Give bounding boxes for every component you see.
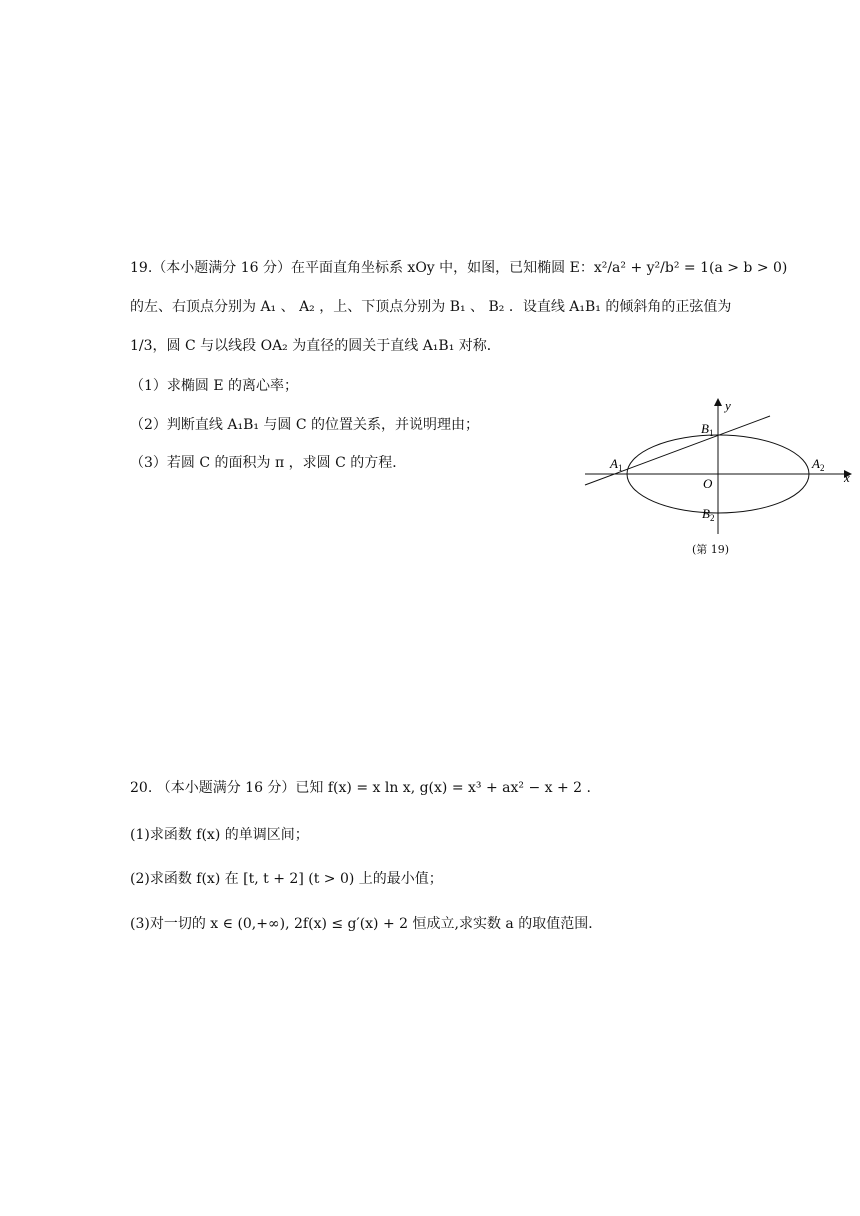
q20-sub-1: (1)求函数 f(x) 的单调区间； — [130, 827, 309, 843]
line-a1b1 — [585, 416, 770, 485]
label-a1: $A_1$ — [610, 456, 623, 473]
q19-ellipse-figure — [580, 396, 860, 536]
q20-sub-3: (3)对一切的 x ∈ (0,+∞), 2f(x) ≤ g′(x) + 2 恒成立,求实数 a 的取值范围． — [130, 916, 603, 932]
q20-line-1: 20. （本小题满分 16 分）已知 f(x) = x ln x, g(x) = x³ + ax² − x + 2 . — [130, 780, 591, 796]
label-y: y — [725, 398, 731, 413]
q19-line-3: 1/3，圆 C 与以线段 OA₂ 为直径的圆关于直线 A₁B₁ 对称． — [130, 338, 501, 354]
q19-sub-3: （3）若圆 C 的面积为 π ，求圆 C 的方程． — [130, 455, 407, 471]
q19-line-2: 的左、右顶点分别为 A₁ 、 A₂ ，上、下顶点分别为 B₁ 、 B₂ ．设直线 A₁B₁ 的倾斜角的正弦值为 — [130, 299, 732, 315]
q19-sub-1: （1）求椭圆 E 的离心率； — [130, 378, 299, 394]
label-x: x — [844, 470, 850, 485]
q19-figure-caption: (第 19) — [692, 543, 730, 556]
label-a2: $A_2$ — [812, 456, 825, 473]
label-b1: $B_1$ — [701, 421, 714, 438]
label-o: O — [703, 476, 713, 491]
y-axis-arrow — [714, 398, 722, 406]
q19-line-1: 19.（本小题满分 16 分）在平面直角坐标系 xOy 中，如图，已知椭圆 E：x²/a² + y²/b² = 1(a > b > 0) — [130, 260, 788, 276]
q20-sub-2: (2)求函数 f(x) 在 [t, t + 2] (t > 0) 上的最小值； — [130, 871, 443, 887]
label-b2: $B_2$ — [702, 506, 715, 523]
q19-sub-2: （2）判断直线 A₁B₁ 与圆 C 的位置关系，并说明理由； — [130, 417, 480, 433]
